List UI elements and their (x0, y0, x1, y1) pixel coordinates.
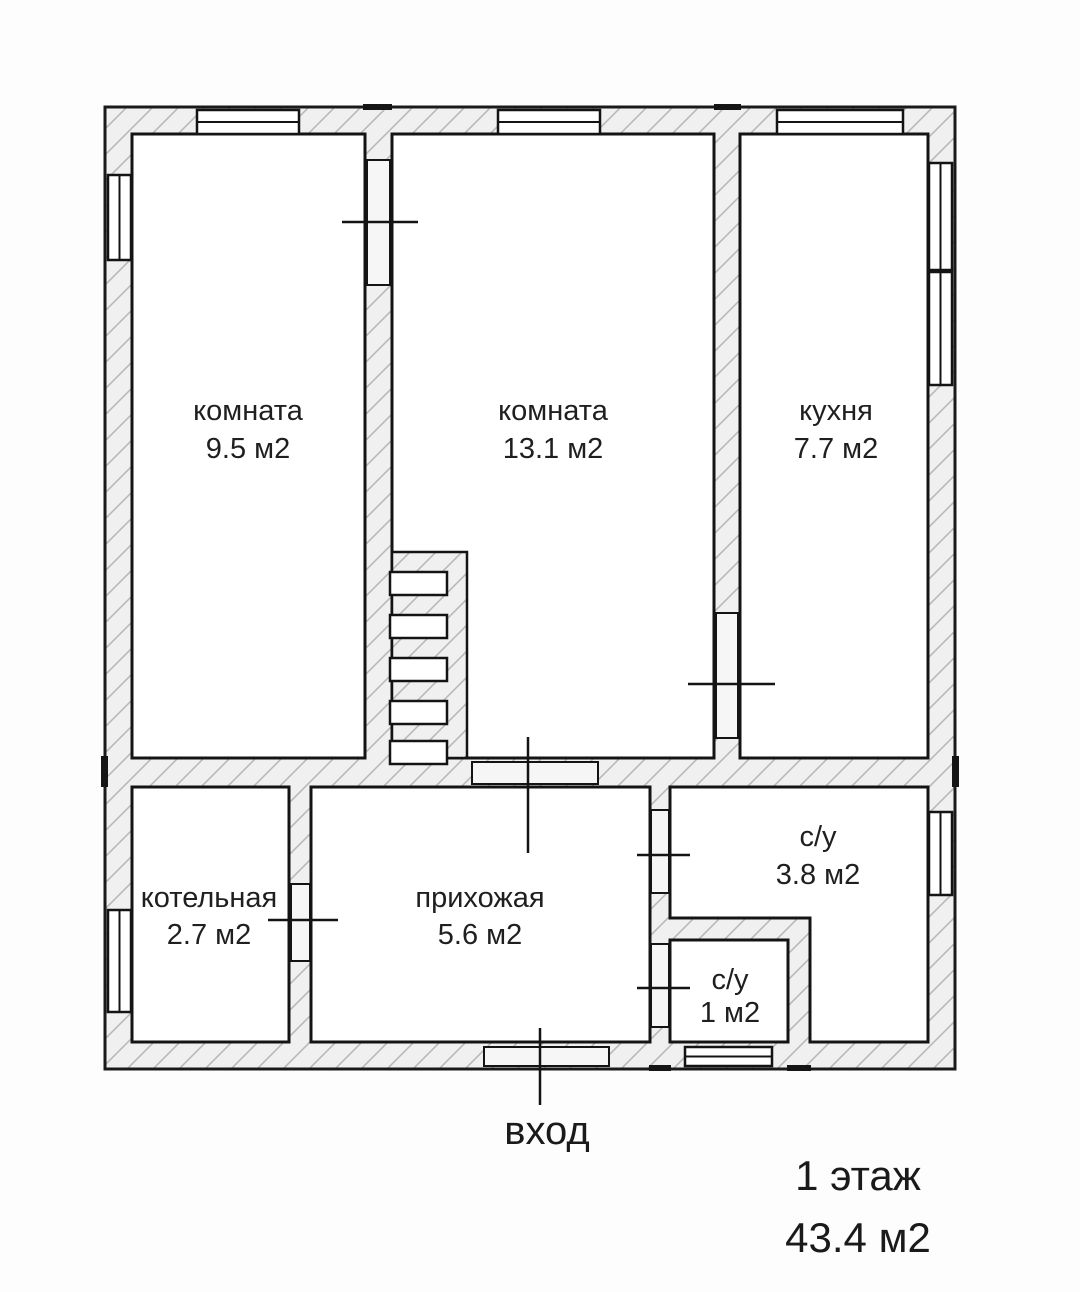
room-area-label: 9.5 м2 (205, 433, 291, 465)
chimney-slot (390, 741, 447, 764)
room-name-label: кухня (799, 395, 873, 427)
window-right-kitchen-upper (929, 163, 952, 270)
room-boiler (132, 787, 289, 1042)
room-area-label: 2.7 м2 (166, 919, 252, 951)
window-bottom-bathroom (685, 1047, 772, 1066)
room-hallway (311, 787, 650, 1042)
window-right-bathroom (929, 812, 952, 895)
floor-area-label: 43.4 м2 (785, 1214, 931, 1261)
wall-end-tick (952, 756, 959, 787)
room-area-label: 3.8 м2 (775, 859, 861, 891)
room-name-label: с/у (711, 964, 749, 996)
room-name-label: прихожая (415, 882, 545, 914)
wall-end-tick (649, 1065, 671, 1071)
window-top-right (777, 110, 903, 134)
room-name-label: котельная (140, 882, 278, 914)
room-name-label: комната (193, 395, 303, 427)
window-top-left (197, 110, 299, 134)
chimney-slot (390, 658, 447, 681)
wall-end-tick (787, 1065, 811, 1071)
chimney-slot (390, 615, 447, 638)
entrance-label: вход (504, 1109, 590, 1153)
window-left-lower (108, 910, 131, 1012)
wall-end-tick (101, 756, 108, 787)
room-area-label: 1 м2 (699, 997, 761, 1029)
room-area-label: 5.6 м2 (437, 919, 523, 951)
window-right-kitchen-lower (929, 272, 952, 385)
room-name-label: с/у (799, 821, 837, 853)
room-name-label: комната (498, 395, 608, 427)
chimney-slot (390, 572, 447, 595)
room-area-label: 7.7 м2 (793, 433, 879, 465)
window-top-center (498, 110, 600, 134)
wall-end-tick (714, 104, 741, 110)
wall-end-tick (363, 104, 392, 110)
room-area-label: 13.1 м2 (502, 433, 604, 465)
window-left-upper (108, 175, 131, 260)
floor-label: 1 этаж (795, 1152, 921, 1199)
chimney-slot (390, 701, 447, 724)
